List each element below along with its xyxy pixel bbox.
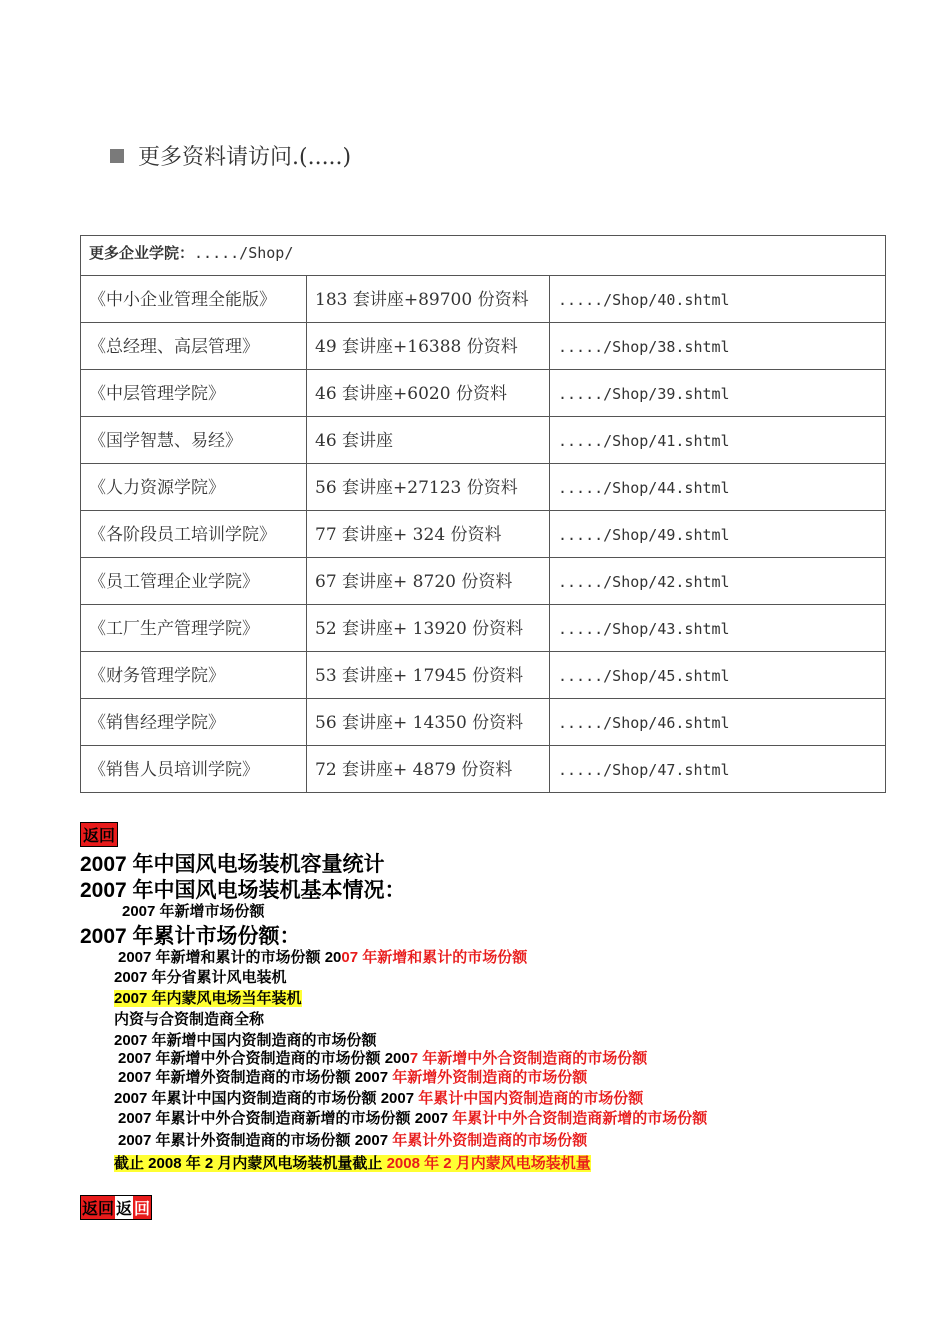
course-name-cell: 《员工管理企业学院》 <box>81 558 307 605</box>
course-name-cell: 《中小企业管理全能版》 <box>81 276 307 323</box>
course-name-cell: 《销售人员培训学院》 <box>81 746 307 793</box>
course-content-cell: 72 套讲座+ 4879 份资料 <box>307 746 550 793</box>
course-url-link[interactable]: ...../Shop/47.shtml <box>550 746 886 793</box>
course-content-cell: 49 套讲座+16388 份资料 <box>307 323 550 370</box>
link-text-black: 2007 年新增外资制造商的市场份额 2007 <box>118 1069 393 1086</box>
cumulative-joint-venture-share-link[interactable] <box>118 1107 707 1128</box>
notice-text: 更多资料请访问.(.....) <box>138 145 352 170</box>
feb-2008-installation-link[interactable] <box>114 1152 591 1173</box>
course-name-cell: 《工厂生产管理学院》 <box>81 605 307 652</box>
course-url-link[interactable]: ...../Shop/38.shtml <box>550 323 886 370</box>
link-text-black: 2007 年累计中外合资制造商新增的市场份额 2007 <box>118 1110 453 1127</box>
table-row <box>81 276 886 323</box>
course-content-cell: 53 套讲座+ 17945 份资料 <box>307 652 550 699</box>
back-button-group-bottom <box>80 1195 152 1220</box>
course-url-link[interactable]: ...../Shop/39.shtml <box>550 370 886 417</box>
course-url-link[interactable]: ...../Shop/42.shtml <box>550 558 886 605</box>
square-bullet-icon <box>110 149 124 163</box>
table-row <box>81 464 886 511</box>
highlighted-link-text-black: 截止 2008 年 2 月内蒙风电场装机量截止 <box>114 1155 387 1172</box>
back-button-bottom-2[interactable]: 返 <box>115 1196 133 1219</box>
course-name-cell: 《总经理、高层管理》 <box>81 323 307 370</box>
back-button-top[interactable]: 返回 <box>80 822 118 847</box>
back-button-bottom-1[interactable]: 返回 <box>81 1196 115 1219</box>
course-content-cell: 77 套讲座+ 324 份资料 <box>307 511 550 558</box>
course-content-cell: 52 套讲座+ 13920 份资料 <box>307 605 550 652</box>
shop-links-table <box>80 235 886 793</box>
link-text-red: 07 年新增和累计的市场份额 <box>341 949 528 966</box>
course-name-cell: 《销售经理学院》 <box>81 699 307 746</box>
course-content-cell: 183 套讲座+89700 份资料 <box>307 276 550 323</box>
table-row <box>81 370 886 417</box>
course-content-cell: 56 套讲座+ 14350 份资料 <box>307 699 550 746</box>
new-domestic-share-link[interactable]: 2007 年新增中国内资制造商的市场份额 <box>114 1032 377 1049</box>
course-content-cell: 46 套讲座 <box>307 417 550 464</box>
new-joint-venture-share-link[interactable] <box>118 1047 647 1068</box>
link-text-black: 2007 年累计外资制造商的市场份额 2007 <box>118 1132 393 1149</box>
course-url-link[interactable]: ...../Shop/45.shtml <box>550 652 886 699</box>
title-basic-info-link[interactable]: 2007 年中国风电场装机基本情况： <box>80 879 406 902</box>
more-resources-notice <box>110 140 351 171</box>
new-and-cumulative-share-link[interactable] <box>118 946 527 967</box>
header-label: 更多企业学院： <box>89 245 195 262</box>
course-content-cell: 46 套讲座+6020 份资料 <box>307 370 550 417</box>
table-row <box>81 558 886 605</box>
header-url-link[interactable]: ...../Shop/ <box>194 244 294 262</box>
course-content-cell: 67 套讲座+ 8720 份资料 <box>307 558 550 605</box>
course-url-link[interactable]: ...../Shop/43.shtml <box>550 605 886 652</box>
cumulative-domestic-share-link[interactable] <box>114 1087 643 1108</box>
link-text-black: 2007 年新增中外合资制造商的市场份额 200 <box>118 1050 410 1067</box>
course-name-cell: 《国学智慧、易经》 <box>81 417 307 464</box>
course-url-link[interactable]: ...../Shop/49.shtml <box>550 511 886 558</box>
new-foreign-share-link[interactable] <box>118 1066 587 1087</box>
title-cumulative-share-link[interactable]: 2007 年累计市场份额： <box>80 925 301 948</box>
course-content-cell: 56 套讲座+27123 份资料 <box>307 464 550 511</box>
table-header-cell <box>81 236 886 276</box>
back-button-bottom-3[interactable]: 回 <box>133 1196 151 1219</box>
table-row <box>81 746 886 793</box>
highlighted-link-text-red: 2008 年 2 月内蒙风电场装机量 <box>386 1155 591 1172</box>
manufacturer-names-link[interactable]: 内资与合资制造商全称 <box>114 1011 265 1028</box>
highlighted-link-text: 2007 年内蒙风电场当年装机 <box>114 990 302 1007</box>
table-row <box>81 652 886 699</box>
course-name-cell: 《各阶段员工培训学院》 <box>81 511 307 558</box>
link-text-red: 7 年新增中外合资制造商的市场份额 <box>409 1050 648 1067</box>
table-row <box>81 605 886 652</box>
new-market-share-link[interactable]: 2007 年新增市场份额 <box>122 903 265 920</box>
province-cumulative-link[interactable]: 2007 年分省累计风电装机 <box>114 969 287 986</box>
course-url-link[interactable]: ...../Shop/44.shtml <box>550 464 886 511</box>
link-text-red: 年累计外资制造商的市场份额 <box>392 1132 588 1149</box>
course-name-cell: 《财务管理学院》 <box>81 652 307 699</box>
link-text-red: 年累计中外合资制造商新增的市场份额 <box>452 1110 708 1127</box>
table-row <box>81 511 886 558</box>
cumulative-foreign-share-link[interactable] <box>118 1129 587 1150</box>
link-text-red: 年累计中国内资制造商的市场份额 <box>418 1090 644 1107</box>
course-name-cell: 《人力资源学院》 <box>81 464 307 511</box>
inner-mongolia-installation-link[interactable] <box>114 987 302 1008</box>
table-row <box>81 417 886 464</box>
course-url-link[interactable]: ...../Shop/41.shtml <box>550 417 886 464</box>
course-url-link[interactable]: ...../Shop/40.shtml <box>550 276 886 323</box>
link-text-red: 年新增外资制造商的市场份额 <box>392 1069 588 1086</box>
link-text-black: 2007 年累计中国内资制造商的市场份额 2007 <box>114 1090 419 1107</box>
title-capacity-stats-link[interactable]: 2007 年中国风电场装机容量统计 <box>80 853 385 876</box>
course-name-cell: 《中层管理学院》 <box>81 370 307 417</box>
table-row <box>81 323 886 370</box>
table-header-row <box>81 236 886 276</box>
link-text-black: 2007 年新增和累计的市场份额 20 <box>118 949 342 966</box>
table-row <box>81 699 886 746</box>
course-url-link[interactable]: ...../Shop/46.shtml <box>550 699 886 746</box>
